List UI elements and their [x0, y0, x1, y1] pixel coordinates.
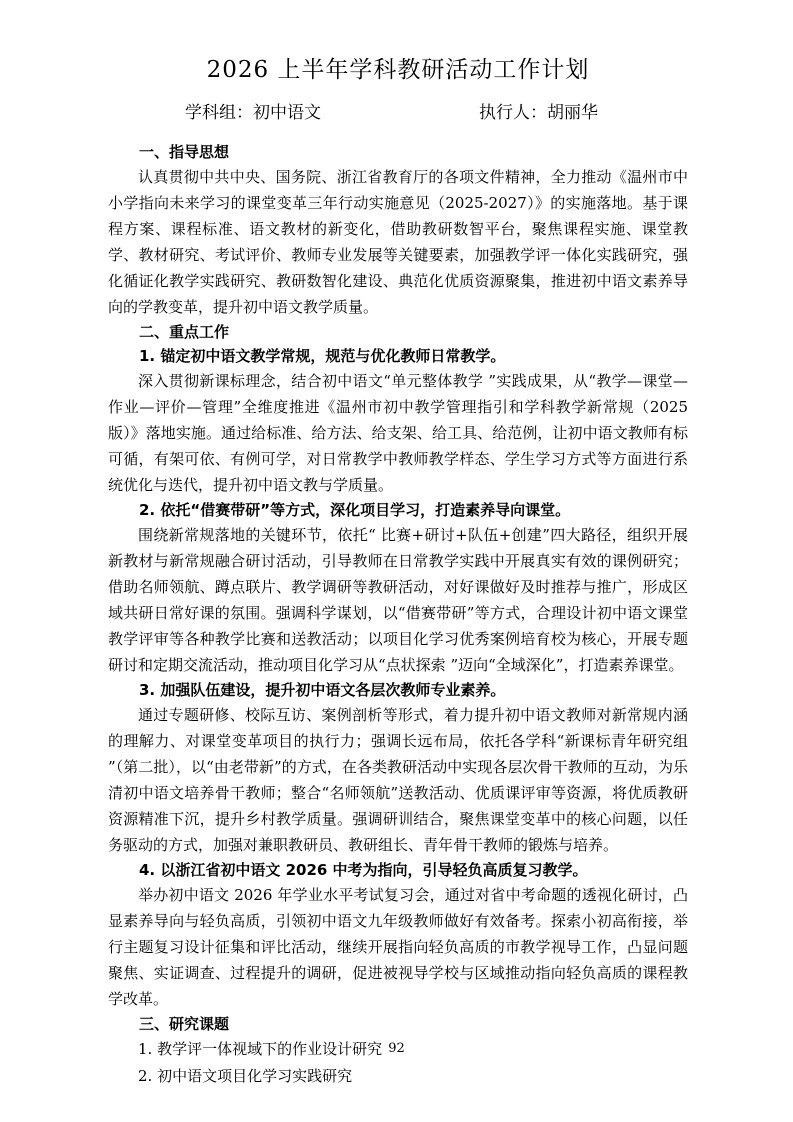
- research-topic-1: 1. 教学评一体视域下的作业设计研究: [138, 1040, 383, 1058]
- document-body: [108, 140, 688, 1090]
- document-meta: [108, 100, 688, 126]
- section-heading-key-work: 二、重点工作: [139, 323, 230, 341]
- page-number: 92: [388, 1041, 405, 1056]
- subsection-heading-2: 2. 依托“借赛带研”等方式，深化项目学习，打造素养导向课堂。: [139, 501, 571, 519]
- section-heading-research-topics: 三、研究课题: [139, 1015, 230, 1033]
- document-title: 2026 上半年学科教研活动工作计划: [206, 57, 590, 83]
- paragraph-guiding-ideology: 认真贯彻中共中央、国务院、浙江省教育厅的各项文件精神，全力推动《温州市中小学指向未来学习的课堂变革三年行动实施意见（2025-2027）》的实施落地。基于课程方案、课程标准、语文教材的新变化，借助教研数智平台，聚焦课程实施、课堂教学、教材研究、考试评价、教师专业发展等关键要素，加强教学评一体化实践研究，强化循证化教学实践研究、教研数智化建设、典范化优质资源聚集，推进初中语文素养导向的学教变革，提升初中语文教学质量。: [108, 168, 688, 316]
- subsection-heading-4: 4. 以浙江省初中语文 2026 中考为指向，引导轻负高质复习教学。: [139, 861, 588, 879]
- subsection-heading-3: 3. 加强队伍建设，提升初中语文各层次教师专业素养。: [139, 681, 506, 699]
- subsection-paragraph-3: 通过专题研修、校际互访、案例剖析等形式，着力提升初中语文教师对新常规内涵的理解力、对课堂变革项目的执行力；强调长远布局，依托各学科“新课标青年研究组 ”（第二批），以“由老带新”的方式，在各类教研活动中实现各层次骨干教师的互动，为乐清初中语文培养骨干教师；整合“名师领航”送教活动、优质课评审等资源，将优质教研资源精准下沉，提升乡村教学质量。强调研训结合，聚焦课堂变革中的核心问题，以任务驱动的方式，加强对兼职教研员、教研组长、青年骨干教师的锻炼与培养。: [108, 706, 688, 854]
- subsection-paragraph-1: 深入贯彻新课标理念，结合初中语文“单元整体教学 ”实践成果，从“教学—课堂—作业—评价—管理”全维度推进《温州市初中教学管理指引和学科教学新常规（2025 版）》落地实施。通过给标准、给方法、给支架、给工具、给范例，让初中语文教师有标可循，有架可依、有例可学，对日常教学中教师教学样态、学生学习方式等方面进行系统优化与迭代，提升初中语文教与学质量。: [108, 372, 688, 494]
- subject-group-field: 学科组：初中语文: [185, 103, 321, 123]
- subsection-paragraph-2: 围绕新常规落地的关键环节，依托“ 比赛+研讨+队伍+创建”四大路径，组织开展新教材与新常规融合研讨活动，引导教师在日常教学实践中开展真实有效的课例研究；借助名师领航、蹲点联片、教学调研等教研活动，对好课做好及时推荐与推广，形成区域共研日常好课的氛围。强调科学谋划，以“借赛带研”等方式，合理设计初中语文课堂教学评审等各种教学比赛和送教活动；以项目化学习优秀案例培育校为核心，开展专题研讨和定期交流活动，推动项目化学习从“点状探索 ”迈向“全域深化”，打造素养课堂。: [108, 526, 688, 674]
- research-topic-2: 2. 初中语文项目化学习实践研究: [138, 1067, 353, 1085]
- subsection-paragraph-4: 举办初中语文 2026 年学业水平考试复习会，通过对省中考命题的透视化研讨，凸显素养导向与轻负高质，引领初中语文九年级教师做好有效备考。探索小初高衔接，举行主题复习设计征集和评比活动，继续开展指向轻负高质的市教学视导工作，凸显问题聚焦、实证调查、过程提升的调研，促进被视导学校与区域推动指向轻负高质的课程教学改革。: [108, 886, 688, 1008]
- executor-field: 执行人：胡丽华: [479, 103, 598, 123]
- subsection-heading-1: 1. 锚定初中语文教学常规，规范与优化教师日常教学。: [139, 347, 506, 365]
- section-heading-guiding-ideology: 一、指导思想: [139, 143, 230, 161]
